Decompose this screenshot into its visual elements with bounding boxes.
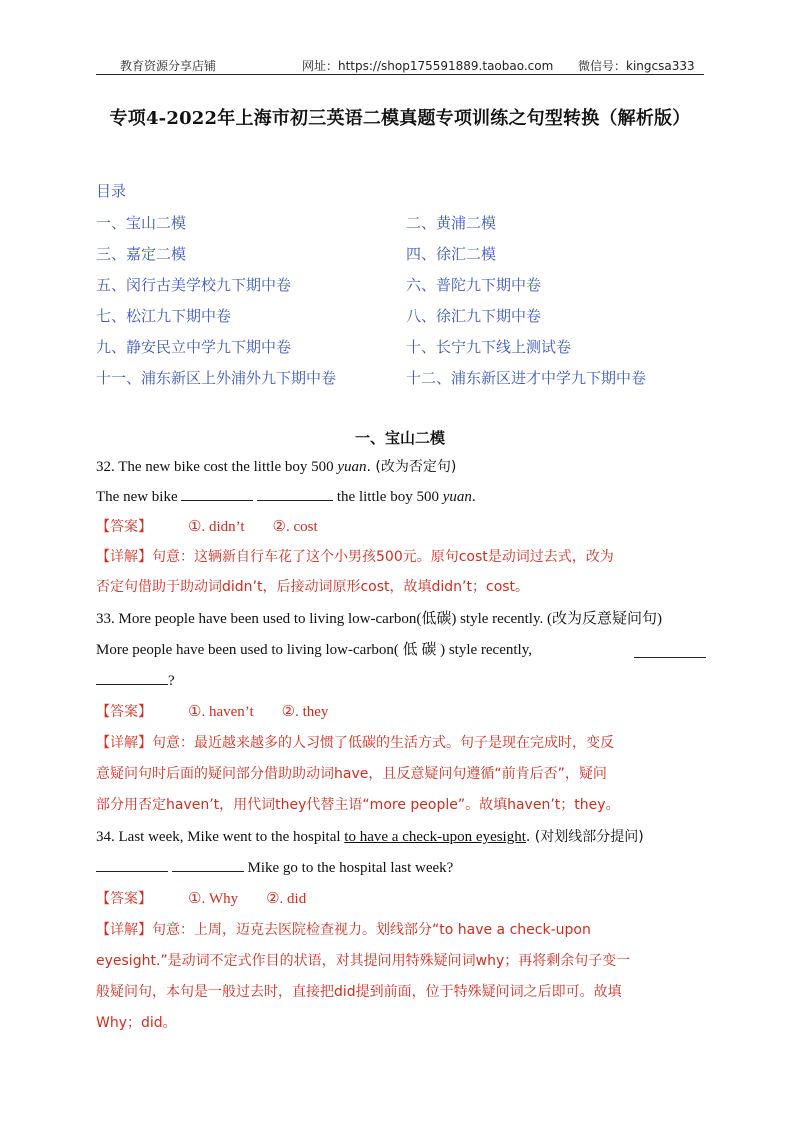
q34-prompt-a: 34. Last week, Mike went to the hospital: [96, 829, 345, 845]
q32-prompt-yuan: yuan: [337, 459, 367, 475]
explanation-label: 【详解】: [96, 735, 152, 751]
toc-link[interactable]: 十、长宁九下线上测试卷: [406, 338, 572, 356]
q32-line2-a: The new bike: [96, 489, 182, 505]
question-33-line: [96, 639, 706, 661]
question-33-explanation: [96, 794, 706, 816]
q34-prompt-b: . (对划线部分提问): [525, 829, 644, 845]
explanation-text: 句意：这辆新自行车花了这个小男孩500元。原句cost是动词过去式，改为: [152, 549, 614, 565]
answer-blank[interactable]: [634, 643, 706, 658]
toc-row: [96, 243, 706, 265]
toc-link[interactable]: 十二、浦东新区进才中学九下期中卷: [406, 369, 647, 387]
wechat-id: 微信号：kingcsa333: [578, 59, 695, 73]
toc-link[interactable]: 五、闵行古美学校九下期中卷: [96, 276, 292, 294]
question-32-explanation: [96, 546, 706, 568]
toc-row: [96, 305, 706, 327]
toc-link[interactable]: 十一、浦东新区上外浦外九下期中卷: [96, 369, 337, 387]
toc-link[interactable]: 四、徐汇二模: [406, 245, 497, 263]
explanation-text: 否定句借助于助动词didn’t，后接动词原形cost，故填didn’t；cost。: [96, 579, 530, 595]
answer-blank[interactable]: [172, 857, 244, 872]
question-34-explanation: [96, 950, 706, 972]
toc-link[interactable]: 八、徐汇九下期中卷: [406, 307, 542, 325]
question-33-explanation: [96, 732, 706, 754]
answer-2: ②. they: [281, 704, 329, 720]
answer-1: ①. Why: [188, 891, 239, 907]
explanation-text: 般疑问句，本句是一般过去时，直接把did提到前面，位于特殊疑问词之后即可。故填: [96, 984, 622, 1000]
answer-label: 【答案】: [96, 891, 152, 907]
answer-blank[interactable]: [96, 857, 168, 872]
explanation-text: 句意：上周，迈克去医院检查视力。划线部分“to have a check-upon: [152, 922, 591, 938]
toc-link[interactable]: 二、黄浦二模: [406, 214, 497, 232]
explanation-text: 句意：最近越来越多的人习惯了低碳的生活方式。句子是现在完成时，变反: [152, 735, 614, 751]
question-34-prompt: [96, 826, 706, 848]
toc-link[interactable]: 九、静安民立中学九下期中卷: [96, 338, 292, 356]
toc-row: [96, 274, 706, 296]
answer-label: 【答案】: [96, 519, 152, 535]
q32-line2-yuan: yuan: [442, 489, 472, 505]
toc-heading: 目录: [96, 182, 127, 200]
answer-label: 【答案】: [96, 704, 152, 720]
toc-link[interactable]: 六、普陀九下期中卷: [406, 276, 542, 294]
document-title: 专项4-2022年上海市初三英语二模真题专项训练之句型转换（解析版）: [109, 108, 691, 129]
explanation-text: 意疑问句时后面的疑问部分借助助动词have，且反意疑问句遵循“前肯后否”，疑问: [96, 766, 607, 782]
q34-line2: Mike go to the hospital last week?: [243, 860, 454, 876]
question-32-line: [96, 486, 706, 508]
question-33-answer: [96, 701, 706, 723]
q32-prompt-b: . (改为否定句): [366, 459, 457, 475]
question-34-explanation: [96, 919, 706, 941]
answer-blank[interactable]: [257, 486, 333, 501]
toc-link[interactable]: 七、松江九下期中卷: [96, 307, 232, 325]
explanation-text: eyesight.”是动词不定式作目的状语，对其提问用特殊疑问词why；再将剩余句子变一: [96, 953, 631, 969]
question-34-explanation: [96, 1012, 706, 1034]
question-34-explanation: [96, 981, 706, 1003]
explanation-text: Why；did。: [96, 1015, 177, 1031]
explanation-label: 【详解】: [96, 922, 152, 938]
toc-row: [96, 336, 706, 358]
page-header: [96, 56, 704, 75]
answer-1: ①. didn’t: [188, 519, 245, 535]
q34-underlined: to have a check-upon eyesight: [344, 829, 526, 845]
q33-prompt: 33. More people have been used to living low-carbon(低碳) style recently. (改为反意疑问句): [96, 611, 662, 627]
q32-line2-b: the little boy 500: [333, 489, 443, 505]
shop-url[interactable]: 网址：https://shop175591889.taobao.com: [302, 59, 554, 73]
answer-1: ①. haven’t: [188, 704, 254, 720]
q33-line3-end: ?: [168, 673, 175, 689]
question-32-answer: [96, 516, 706, 538]
answer-2: ②. did: [266, 891, 307, 907]
q32-line2-c: .: [471, 489, 476, 505]
shop-name: 教育资源分享店铺: [120, 59, 217, 73]
question-33-prompt: [96, 608, 706, 630]
question-33-explanation: [96, 763, 706, 785]
toc-link[interactable]: 一、宝山二模: [96, 214, 187, 232]
section-title: 一、宝山二模: [354, 429, 445, 447]
question-33-line: [96, 670, 706, 692]
toc-row: [96, 212, 706, 234]
answer-blank[interactable]: [96, 670, 168, 685]
question-34-answer: [96, 888, 706, 910]
toc-row: [96, 367, 706, 389]
answer-blank[interactable]: [181, 486, 253, 501]
explanation-label: 【详解】: [96, 549, 152, 565]
question-34-line: [96, 857, 706, 879]
explanation-text: 部分用否定haven’t，用代词they代替主语“more people”。故填haven’t；they。: [96, 797, 620, 813]
question-32-prompt: [96, 456, 706, 478]
answer-2: ②. cost: [272, 519, 318, 535]
toc-link[interactable]: 三、嘉定二模: [96, 245, 187, 263]
q33-line2: More people have been used to living low-carbon( 低 碳 ) style recently,: [96, 642, 532, 658]
q32-prompt-a: 32. The new bike cost the little boy 500: [96, 459, 338, 475]
question-32-explanation: [96, 576, 706, 598]
